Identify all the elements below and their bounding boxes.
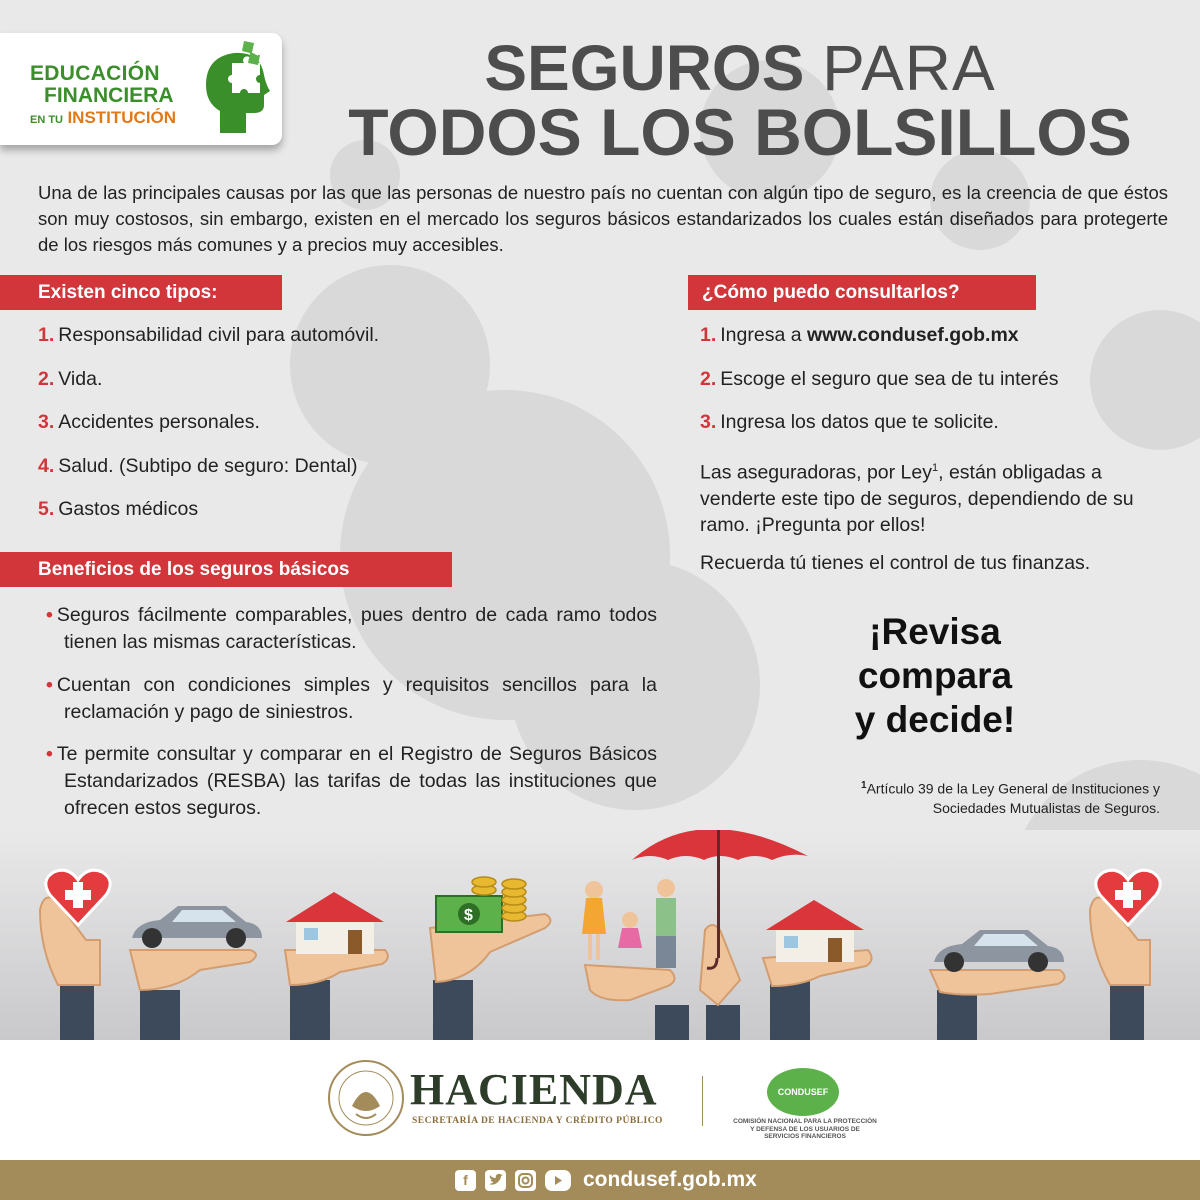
intro-paragraph: Una de las principales causas por las que las personas de nuestro país no cuentan con algún tipo de seguro, es la creencia de que éstos son muy costosos, sin embargo, existen en el mercado los seguros básicos estandarizados los cuales están diseñados para protegerte de los riesgos más comunes y a precios muy accesibles. — [38, 182, 1168, 255]
svg-text:$: $ — [464, 907, 473, 924]
youtube-icon[interactable] — [545, 1170, 571, 1191]
type-label: Accidentes personales. — [58, 411, 260, 433]
bullet-dot: • — [46, 674, 53, 696]
benefit-text: Cuentan con condiciones simples y requisitos sencillos para la reclamación y pago de siniestros. — [56, 674, 657, 723]
benefit-item — [40, 602, 657, 656]
sleeve — [60, 980, 94, 1040]
benefit-item — [40, 741, 657, 822]
title-para: PARA — [822, 32, 996, 104]
type-number: 4. — [38, 455, 55, 477]
website-link[interactable]: condusef.gob.mx — [583, 1168, 757, 1191]
type-label: Responsabilidad civil para automóvil. — [58, 324, 380, 346]
condusef-sub-line: Y DEFENSA DE LOS USUARIOS DE — [750, 1125, 860, 1133]
step-number: 2. — [700, 368, 717, 390]
type-item — [38, 368, 102, 391]
call-to-action — [800, 610, 1070, 742]
law-text-2: , están obligadas a venderte este tipo de seguros, dependiendo de su ramo. ¡Pregunta por ellos! — [700, 461, 1134, 536]
cta-line-2: compara — [857, 655, 1013, 696]
type-number: 5. — [38, 498, 55, 520]
sleeve — [937, 990, 977, 1040]
condusef-sub-line: SERVICIOS FINANCIEROS — [764, 1133, 846, 1140]
consult-step — [700, 411, 999, 434]
reminder-text: Recuerda tú tienes el control de tus finanzas. — [700, 552, 1091, 574]
law-paragraph — [700, 455, 1170, 538]
logo-line-3 — [30, 109, 176, 127]
sleeve — [770, 980, 810, 1040]
law-footnote-mark: 1 — [931, 462, 939, 474]
sleeve — [1110, 980, 1144, 1040]
logo-line-3-main: INSTITUCIÓN — [67, 108, 177, 127]
condusef-sub-line: COMISIÓN NACIONAL PARA LA PROTECCIÓN — [733, 1118, 877, 1125]
bullet-dot: • — [46, 604, 53, 626]
sleeve — [140, 990, 180, 1040]
type-number: 1. — [38, 324, 55, 346]
benefit-text: Seguros fácilmente comparables, pues dentro de cada ramo todos tienen las mismas características. — [56, 604, 657, 653]
title-line-2: TODOS LOS BOLSILLOS — [348, 95, 1132, 169]
bg-circle — [1090, 310, 1200, 450]
condusef-logo: CONDUSEF — [767, 1068, 839, 1116]
type-item — [38, 455, 357, 478]
type-item — [38, 411, 260, 434]
facebook-icon[interactable]: f — [455, 1170, 476, 1191]
consult-heading: ¿Cómo puedo consultarlos? — [688, 275, 1036, 310]
type-label: Salud. (Subtipo de seguro: Dental) — [58, 455, 358, 477]
consult-step — [700, 324, 1019, 347]
footnote-text-1: Artículo 39 de la Ley General de Instituciones y — [866, 780, 1160, 797]
instagram-icon[interactable] — [515, 1170, 536, 1191]
footer-divider — [702, 1076, 703, 1126]
condusef-subtitle — [730, 1118, 880, 1141]
benefit-text: Te permite consultar y comparar en el Registro de Seguros Básicos Estandarizados (RESBA) las tarifas de todas las instituciones que ofrecen estos seguros. — [56, 743, 657, 819]
twitter-icon[interactable] — [485, 1170, 506, 1191]
title-line-1 — [300, 32, 1180, 104]
step-text: Ingresa los datos que te solicite. — [720, 411, 999, 433]
hacienda-subtitle: SECRETARÍA DE HACIENDA Y CRÉDITO PÚBLICO — [412, 1116, 663, 1126]
sleeve — [290, 980, 330, 1040]
footnote — [760, 776, 1160, 818]
logo-text — [30, 63, 176, 127]
mexico-seal-icon — [326, 1058, 406, 1138]
bottom-bar — [0, 1160, 1200, 1200]
logo-line-2: FINANCIERA — [44, 84, 174, 107]
head-puzzle-icon — [198, 41, 278, 141]
benefit-item — [40, 672, 657, 726]
type-number: 3. — [38, 411, 55, 433]
sleeve — [655, 1005, 689, 1040]
step-number: 1. — [700, 324, 717, 346]
condusef-link[interactable]: www.condusef.gob.mx — [807, 324, 1019, 346]
step-text: Ingresa a — [720, 324, 802, 346]
program-logo — [0, 33, 282, 145]
bullet-dot: • — [46, 743, 53, 765]
footnote-mark: 1 — [861, 780, 867, 791]
type-label: Vida. — [58, 368, 103, 390]
type-item — [38, 498, 198, 521]
step-text: Escoge el seguro que sea de tu interés — [720, 368, 1059, 390]
type-label: Gastos médicos — [58, 498, 199, 520]
hacienda-name: HACIENDA — [410, 1065, 658, 1114]
step-number: 3. — [700, 411, 717, 433]
svg-text:$: $ — [254, 44, 261, 58]
sleeve — [433, 980, 473, 1040]
logo-line-1: EDUCACIÓN — [30, 62, 160, 85]
cta-line-1: ¡Revisa — [869, 611, 1001, 652]
footnote-line-1 — [760, 776, 1160, 799]
cta-line-3: y decide! — [854, 699, 1016, 740]
types-heading: Existen cinco tipos: — [0, 275, 282, 310]
footnote-line-2: Sociedades Mutualistas de Seguros. — [932, 799, 1160, 816]
type-number: 2. — [38, 368, 55, 390]
title-seguros: SEGUROS — [484, 32, 805, 104]
consult-step — [700, 368, 1059, 391]
insurance-illustration — [0, 830, 1200, 1040]
sleeve — [706, 1005, 740, 1040]
type-item — [38, 324, 379, 347]
logo-line-3-prefix: EN TU — [30, 114, 63, 126]
benefits-heading: Beneficios de los seguros básicos — [0, 552, 452, 587]
footer — [0, 1040, 1200, 1160]
law-text-1: Las aseguradoras, por Ley — [700, 461, 932, 484]
